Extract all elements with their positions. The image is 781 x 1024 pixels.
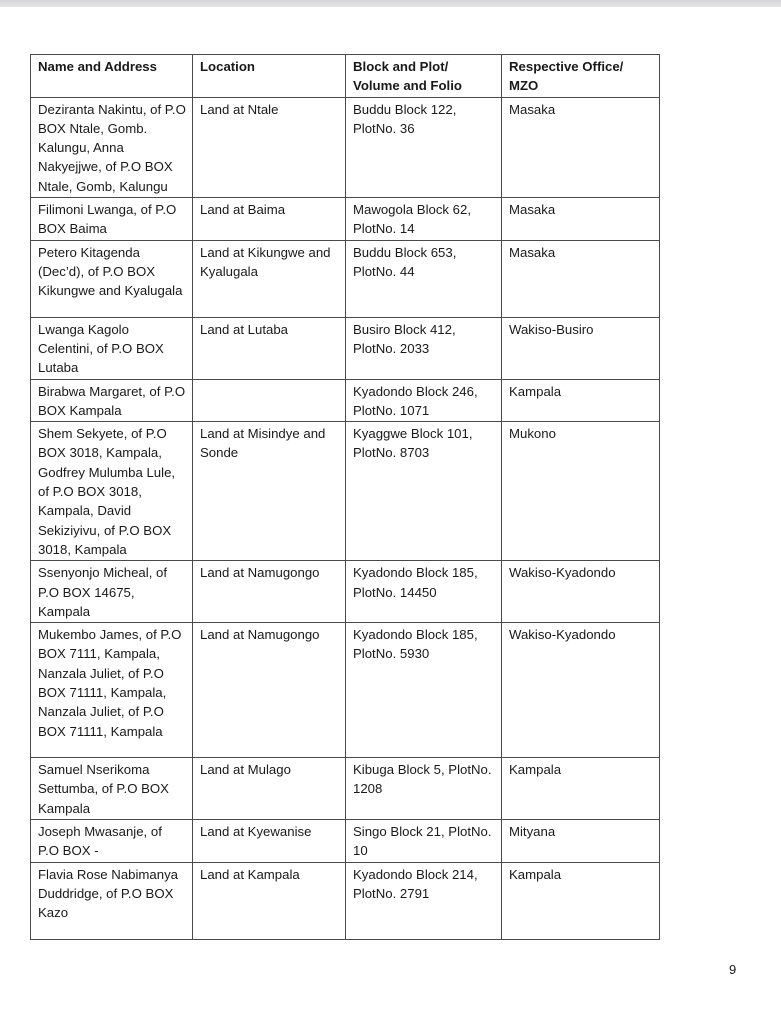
cell-name-address: Joseph Mwasanje, of P.O BOX -: [31, 820, 193, 863]
cell-location: Land at Lutaba: [193, 317, 346, 379]
cell-location: Land at Baima: [193, 198, 346, 241]
cell-block-plot: Busiro Block 412, PlotNo. 2033: [346, 317, 502, 379]
cell-name-address: Lwanga Kagolo Celentini, of P.O BOX Lutaba: [31, 317, 193, 379]
cell-location: [193, 379, 346, 422]
cell-block-plot: Kyadondo Block 246, PlotNo. 1071: [346, 379, 502, 422]
cell-name-address: Ssenyonjo Micheal, of P.O BOX 14675, Kampala: [31, 561, 193, 623]
cell-name-address: Shem Sekyete, of P.O BOX 3018, Kampala, Godfrey Mulumba Lule, of P.O BOX 3018, Kampala, David Sekiziyivu, of P.O BOX 3018, Kampala: [31, 422, 193, 561]
cell-location: Land at Ntale: [193, 97, 346, 197]
table-row: [31, 422, 660, 561]
cell-name-address: Filimoni Lwanga, of P.O BOX Baima: [31, 198, 193, 241]
table-header-row: [31, 55, 660, 98]
header-location: Location: [193, 55, 346, 98]
cell-block-plot: Kyadondo Block 185, PlotNo. 14450: [346, 561, 502, 623]
cell-block-plot: Mawogola Block 62, PlotNo. 14: [346, 198, 502, 241]
cell-block-plot: Kyaggwe Block 101, PlotNo. 8703: [346, 422, 502, 561]
cell-location: Land at Kyewanise: [193, 820, 346, 863]
cell-location: Land at Mulago: [193, 758, 346, 820]
cell-office: Wakiso-Busiro: [502, 317, 660, 379]
viewer-top-edge: [0, 0, 781, 7]
cell-block-plot: Kibuga Block 5, PlotNo. 1208: [346, 758, 502, 820]
cell-location: Land at Namugongo: [193, 623, 346, 758]
cell-block-plot: Buddu Block 122, PlotNo. 36: [346, 97, 502, 197]
cell-block-plot: Kyadondo Block 185, PlotNo. 5930: [346, 623, 502, 758]
cell-location: Land at Kikungwe and Kyalugala: [193, 240, 346, 317]
cell-office: Masaka: [502, 240, 660, 317]
table-row: [31, 820, 660, 863]
cell-block-plot: Buddu Block 653, PlotNo. 44: [346, 240, 502, 317]
cell-name-address: Petero Kitagenda (Dec’d), of P.O BOX Kikungwe and Kyalugala: [31, 240, 193, 317]
table-row: [31, 758, 660, 820]
cell-block-plot: Singo Block 21, PlotNo. 10: [346, 820, 502, 863]
table-row: [31, 561, 660, 623]
cell-name-address: Birabwa Margaret, of P.O BOX Kampala: [31, 379, 193, 422]
table-row: [31, 240, 660, 317]
table-row: [31, 317, 660, 379]
cell-office: Mukono: [502, 422, 660, 561]
header-office: Respective Office/ MZO: [502, 55, 660, 98]
cell-block-plot: Kyadondo Block 214, PlotNo. 2791: [346, 862, 502, 939]
table-row: [31, 198, 660, 241]
cell-office: Masaka: [502, 198, 660, 241]
table-row: [31, 862, 660, 939]
cell-location: Land at Namugongo: [193, 561, 346, 623]
table-row: [31, 379, 660, 422]
cell-location: Land at Kampala: [193, 862, 346, 939]
header-block-plot: Block and Plot/ Volume and Folio: [346, 55, 502, 98]
header-name-address: Name and Address: [31, 55, 193, 98]
table-row: [31, 623, 660, 758]
cell-office: Kampala: [502, 758, 660, 820]
cell-office: Kampala: [502, 862, 660, 939]
cell-location: Land at Misindye and Sonde: [193, 422, 346, 561]
cell-office: Masaka: [502, 97, 660, 197]
cell-name-address: Mukembo James, of P.O BOX 7111, Kampala, Nanzala Juliet, of P.O BOX 71111, Kampala, Nanzala Juliet, of P.O BOX 71111, Kampala: [31, 623, 193, 758]
table-row: [31, 97, 660, 197]
page-number: 9: [729, 962, 737, 977]
cell-office: Wakiso-Kyadondo: [502, 561, 660, 623]
land-register-table: [30, 54, 660, 940]
cell-office: Kampala: [502, 379, 660, 422]
cell-name-address: Flavia Rose Nabimanya Duddridge, of P.O BOX Kazo: [31, 862, 193, 939]
cell-name-address: Samuel Nserikoma Settumba, of P.O BOX Kampala: [31, 758, 193, 820]
cell-office: Wakiso-Kyadondo: [502, 623, 660, 758]
cell-office: Mityana: [502, 820, 660, 863]
cell-name-address: Deziranta Nakintu, of P.O BOX Ntale, Gomb. Kalungu, Anna Nakyejjwe, of P.O BOX Ntale, Gomb, Kalungu: [31, 97, 193, 197]
